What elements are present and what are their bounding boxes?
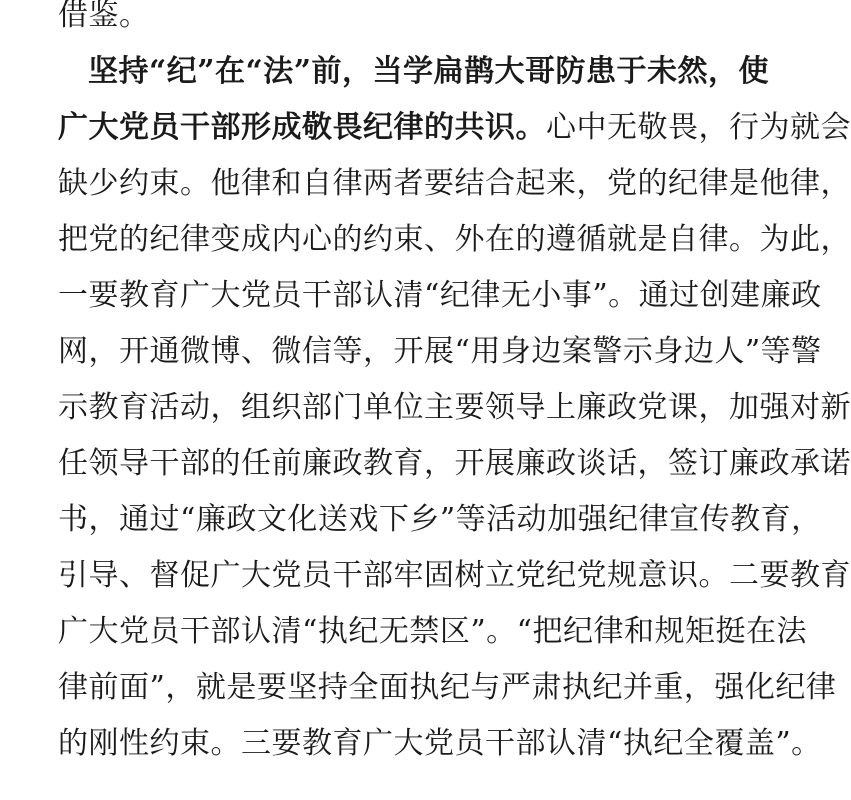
text-segment: 示教育活动，组织部门单位主要领导上廉政党课，加强对新 <box>58 390 851 425</box>
text-line <box>58 0 742 44</box>
text-line <box>58 212 851 268</box>
text-segment: 书，通过“廉政文化送戏下乡”等活动加强纪律宣传教育， <box>58 502 822 537</box>
text-segment: 借鉴。 <box>58 0 150 33</box>
text-segment: 心中无敬畏，行为就会 <box>546 110 851 145</box>
text-segment: 的刚性约束。三要教育广大党员干部认清“执纪全覆盖”。 <box>58 726 822 761</box>
text-line <box>58 716 822 772</box>
text-segment: 一要教育广大党员干部认清“纪律无小事”。通过创建廉政 <box>58 278 822 313</box>
bold-heading-segment: 广大党员干部形成敬畏纪律的共识。 <box>58 110 546 145</box>
text-segment: 任领导干部的任前廉政教育，开展廉政谈话，签订廉政承诺 <box>58 446 851 481</box>
text-segment: 广大党员干部认清“执纪无禁区”。“把纪律和规矩挺在法 <box>58 614 808 649</box>
text-line <box>58 660 837 716</box>
text-segment: 网，开通微博、微信等，开展“用身边案警示身边人”等警 <box>58 334 822 369</box>
text-line <box>58 604 808 660</box>
text-segment: 把党的纪律变成内心的约束、外在的遵循就是自律。为此， <box>58 222 851 257</box>
text-line <box>58 268 822 324</box>
text-line <box>58 44 770 100</box>
text-line <box>58 100 851 156</box>
text-line <box>58 380 851 436</box>
text-line <box>58 492 822 548</box>
text-line <box>58 156 851 212</box>
text-segment: 缺少约束。他律和自律两者要结合起来，党的纪律是他律， <box>58 166 851 201</box>
text-segment: 律前面”，就是要坚持全面执纪与严肃执纪并重，强化纪律 <box>58 670 837 705</box>
bold-heading-segment: 坚持“纪”在“法”前，当学扁鹊大哥防患于未然，使 <box>88 54 770 89</box>
text-line <box>58 548 851 604</box>
text-line <box>58 436 851 492</box>
text-segment: 引导、督促广大党员干部牢固树立党纪党规意识。二要教育 <box>58 558 851 593</box>
text-line <box>58 324 822 380</box>
